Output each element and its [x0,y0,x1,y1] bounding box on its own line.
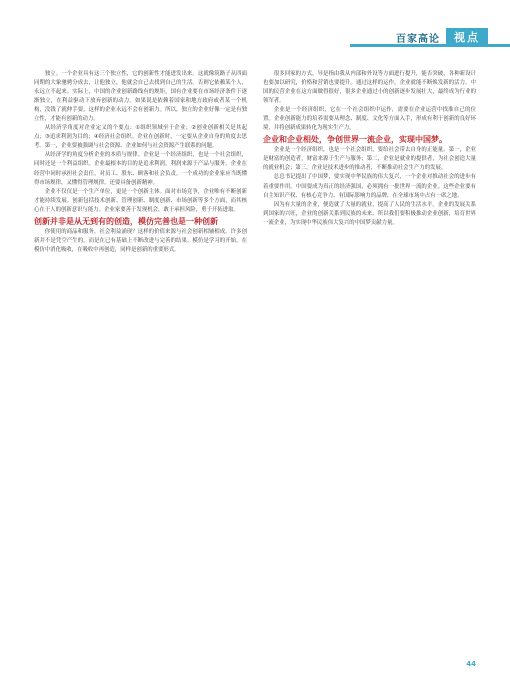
paragraph: 因为有大量的企业，便造就了大量的就业，提高了人民的生活水平。企业的发展关系到国家的兴旺，企业的创新关系到民族的未来。所以我们要积极推动企业创新，培育世界一流企业，为实现中华民族伟大复兴的中国梦贡献力量。 [263,201,476,226]
right-column [263,70,476,630]
header-rule [350,44,510,47]
section-label: 百家高论 [396,33,440,45]
section-heading: 创新并非是从无到有的创造，模仿完善也是一种创新 [34,216,218,226]
paragraph: 总总书记提出了中国梦，要实现中华民族的伟大复兴，一个企业对推动社会的进步有着重要作用。中国要成为真正的经济强国，必须拥有一批世界一流的企业。这些企业要有自主知识产权、有核心竞争力、有国际影响力的品牌，在全球市场中占有一席之地。 [263,174,476,199]
paragraph: 企业是一个经济组织，也是一个社会组织，要给社会带去自身的正能量。第一，企业是财富的创造者，财富来源于生产与服务；第二，企业是就业的提供者，为社会创造大量的就业机会；第三，企业是技术进步的推动者，不断推动社会生产力的发展。 [263,147,476,172]
paragraph: 从经济学角度对企业定义的个要点：①组织领域至于企业；②创业创新相关是其起点；③追求利润为目的；④经济社会组织。企业在创新时，一定要从企业自身的角度去思考。第一，企业要被强调与社会资源、企业如何与社会资源产生联系的问题。 [34,125,247,150]
paragraph: 从经济学的角度分析企业的本质与规律。企业是一个经济组织，也是一个社会组织，同时还是一个利益组织。企业最根本的目的是追求利润，利润来源于产品与服务。企业在经营中同时承担社会责任，对员工、股东、顾客和社会负责。一个成功的企业家应当既懂得市场规律，又懂得管理规律，还要具备创新精神。 [34,152,247,186]
page-number: 44 [466,660,476,668]
section-header [350,28,510,46]
paragraph: 企业不仅仅是一个生产单位，更是一个创新主体。面对市场竞争，企业唯有不断创新才能持续发展。创新包括技术创新、管理创新、制度创新、市场创新等多个方面，而其核心在于人的创新意识与能力。企业家要善于发现机会，敢于承担风险，勇于开拓进取。 [34,188,247,213]
left-column [34,70,247,630]
paragraph: 独立。一个企业具有这三个独立性，它的创新性才能进发出来。这就像筑路子从四面同期的大象驰骋分成去，让他独立，他就会自己去找到自己的生活。否则它依赖某个人，永远立不起来。实际上，中国的企业创新路线有的规矩，国有企业要在市场经济条件下逐渐独立，在利益驱动下放弃创新的动力。如果说是依赖着国家和地方政府或者某一个机构，没钱了就伸手要，这样的企业永远不会有创新力。所以，独立的企业好像一定是有独立性，才能有创新的动力。 [34,71,247,123]
paragraph: 很多回家的方式，导是指由我从内部和外设等方面进行提升，能否突破，各种新设计也要加以研究，价格和营销也要提升。通过这样的运作，企业就能不断焕发新的活力。中国的民营企业在这方面做得很好，很多企业通过小的创新逐步发展壮大，最终成为行业的领军者。 [263,71,476,105]
paragraph: 企业是一个经济组织，它在一个社会组织中运作，需要在企业运营中找准自己的位置。企业创新能力的培养需要从理念、制度、文化等方面入手，形成有利于创新的良好环境，并将创新成果转化为现实生产力。 [263,107,476,132]
section-tag: 视点 [446,28,488,46]
section-heading: 企业和企业相处，争创世界一流企业，实现中国梦。 [263,135,447,145]
paragraph: 你使用的商品和服务，社会利益涌现？这样的价值来源与社会创新相辅相成。许多创新并不是凭空产生的，而是在已有基础上不断改进与完善的结果。模仿是学习的开始，在模仿中消化吸收，在吸收中再创造，同样是创新的重要形式。 [34,228,247,253]
